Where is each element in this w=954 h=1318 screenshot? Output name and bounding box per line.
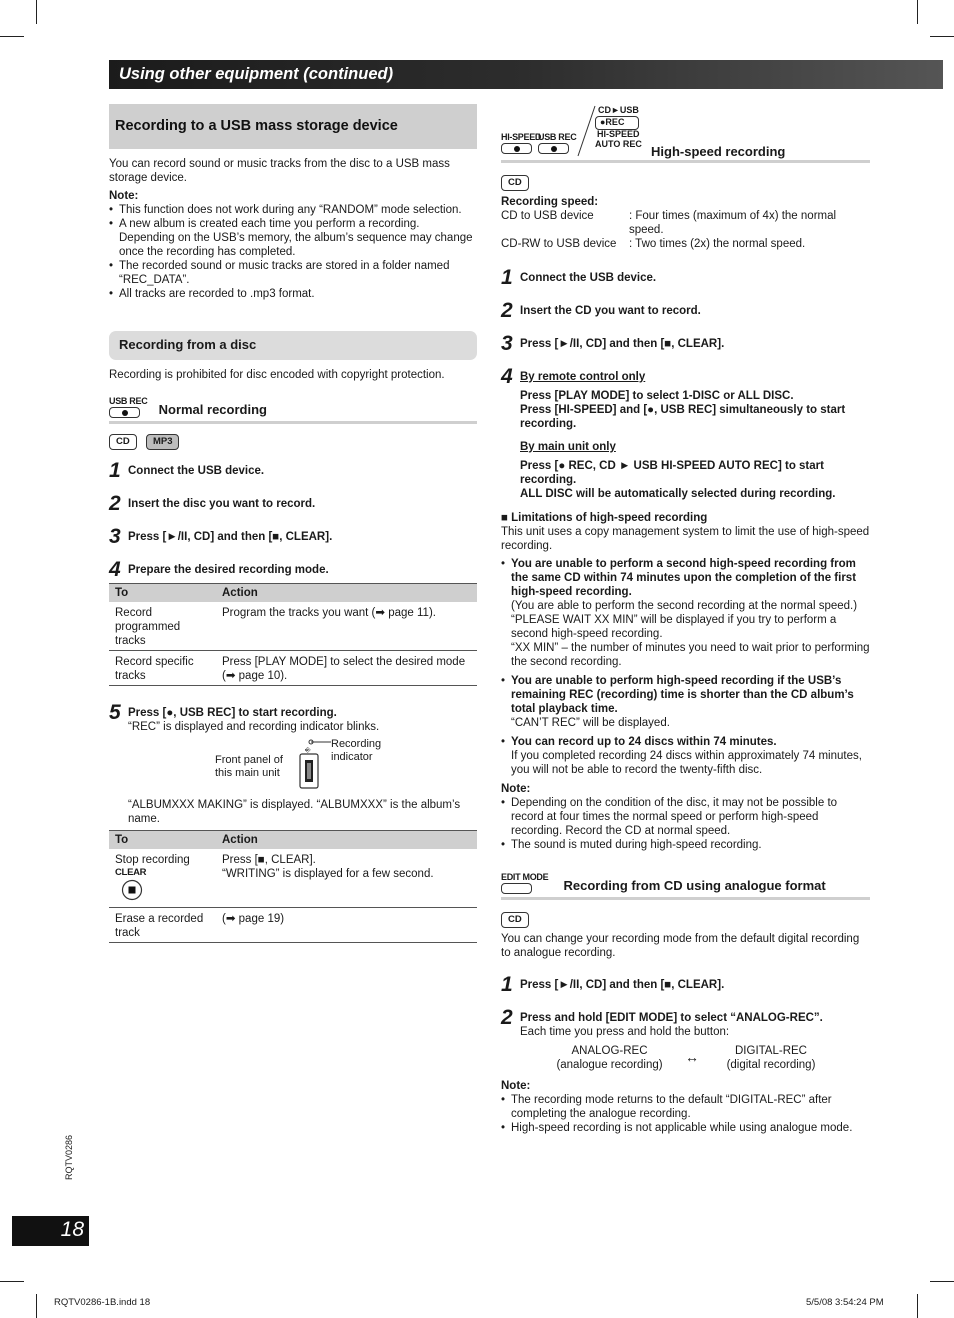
prohibited-text: Recording is prohibited for disc encoded with copyright protection. — [109, 369, 445, 382]
analog-intro: You can change your recording mode from the default digital recording to analogue recording. — [501, 932, 860, 959]
footer-file-name: RQTV0286-1B.indd 18 — [54, 1297, 151, 1308]
crop-mark — [36, 0, 37, 24]
table-row: Stop recording CLEAR Press [■, CLEAR]. “WRITING” is displayed for a few second. — [109, 849, 477, 907]
recording-mode-table — [109, 583, 477, 686]
step-item: 1 Press [►/II, CD] and then [■, CLEAR]. — [501, 972, 725, 996]
note-item: • The sound is muted during high-speed recording. — [501, 838, 870, 852]
analog-rec-mode: ANALOG-REC (analogue recording) — [556, 1044, 663, 1071]
note-item: • All tracks are recorded to .mp3 format. — [109, 287, 477, 301]
high-speed-title: High-speed recording — [651, 144, 786, 159]
step-item: 2 Press and hold [EDIT MODE] to select “ANALOG-REC”. Each time you press and hold the button: — [501, 1005, 823, 1038]
subsection-title: Recording from a disc — [119, 337, 257, 353]
albumxxx-text: “ALBUMXXX MAKING” is displayed. “ALBUMXXX” is the album’s name. — [128, 798, 461, 825]
list-item: • You are unable to perform high-speed recording if the USB’s remaining REC (recording) time is shorter than the CD album’s total playback time. “CAN’T REC” will be displayed. — [501, 674, 870, 730]
step-item: 1 Connect the USB device. — [501, 265, 657, 289]
cd-tag: CD — [501, 175, 529, 191]
remote-only-label: By remote control only — [520, 370, 646, 383]
section-title: Recording to a USB mass storage device — [115, 118, 398, 134]
cd-usb-rec-button-icon: CD►USB ●REC HI-SPEED AUTO REC — [595, 105, 642, 149]
crop-mark — [930, 36, 954, 37]
section-header — [109, 104, 477, 149]
stop-button-icon — [121, 879, 143, 901]
step-item: 3 Press [►/II, CD] and then [■, CLEAR]. — [109, 524, 333, 548]
table-row: Record specific tracks Press [PLAY MODE] to select the desired mode (➡ page 10). — [109, 650, 477, 685]
step-item: 3 Press [►/II, CD] and then [■, CLEAR]. — [501, 331, 725, 355]
table-header: Action — [216, 830, 477, 849]
note-item: • A new album is created each time you perform a recording. Depending on the USB’s memory, the album’s sequence may change once the recording has completed. — [109, 217, 477, 259]
divider-slash — [575, 104, 597, 158]
speed-label: Recording speed: — [501, 195, 599, 208]
normal-recording-header — [109, 396, 477, 424]
svg-text:⎆: ⎆ — [305, 745, 311, 754]
analog-recording-title: Recording from CD using analogue format — [563, 878, 826, 894]
subsection-header — [109, 331, 477, 360]
usb-port-icon — [297, 738, 333, 792]
edit-mode-button-icon: EDIT MODE — [501, 872, 548, 894]
crop-mark — [917, 1294, 918, 1318]
front-panel-label: Front panel of this main unit — [215, 753, 283, 780]
high-speed-header — [501, 104, 870, 163]
crop-mark — [917, 0, 918, 24]
intro-text: You can record sound or music tracks from the disc to a USB mass storage device. — [109, 158, 450, 185]
step-item: 1 Connect the USB device. — [109, 458, 265, 482]
note-item: • The recorded sound or music tracks are stored in a folder named “REC_DATA”. — [109, 259, 477, 287]
step-item: 2 Insert the CD you want to record. — [501, 298, 701, 322]
note-list — [501, 1093, 870, 1135]
normal-recording-title: Normal recording — [158, 402, 267, 418]
usb-rec-button-icon: USB REC — [538, 132, 576, 154]
left-column — [109, 104, 477, 943]
limitations-list — [501, 557, 870, 777]
step-item: 4 By remote control only Press [PLAY MODE] to select 1-DISC or ALL DISC. Press [HI-SPEED] and [●, USB REC] simultaneously to start recording. By main unit only Press [● REC, CD ► USB HI-SPEED AUTO REC] to start recording. ALL DISC will be automatically selected during recording. — [501, 370, 870, 501]
table-header: To — [109, 583, 216, 602]
note-item: • The recording mode returns to the default “DIGITAL-REC” after completing the analogue recording. — [501, 1093, 870, 1121]
limitations-intro: This unit uses a copy management system to limit the use of high-speed recording. — [501, 525, 870, 552]
footer-timestamp: 5/5/08 3:54:24 PM — [806, 1297, 884, 1308]
step-item: 4 Prepare the desired recording mode. — [109, 557, 329, 581]
limitations-title: ■ Limitations of high-speed recording — [501, 511, 708, 524]
note-label: Note: — [109, 190, 139, 203]
swap-arrow-icon: ↔ — [685, 1048, 699, 1065]
table-row: Erase a recorded track (➡ page 19) — [109, 907, 477, 942]
front-panel-figure — [109, 738, 477, 794]
right-column — [501, 104, 870, 1135]
note-item: • High-speed recording is not applicable while using analogue mode. — [501, 1121, 870, 1135]
main-unit-only-label: By main unit only — [520, 440, 616, 453]
note-item: • This function does not work during any “RANDOM” mode selection. — [109, 203, 477, 217]
page-header — [109, 60, 943, 89]
note-list — [501, 796, 870, 852]
clear-button-label: CLEAR — [115, 866, 147, 878]
table-row: Record programmed tracks Program the tracks you want (➡ page 11). — [109, 602, 477, 651]
mp3-tag: MP3 — [146, 434, 180, 450]
speed-row: CD-RW to USB device : Two times (2x) the normal speed. — [501, 237, 806, 250]
page-number: 18 — [60, 1218, 84, 1241]
speed-row: CD to USB device : Four times (maximum of 4x) the normal speed. — [501, 209, 837, 236]
document-code: RQTV0286 — [64, 1134, 74, 1180]
cd-tag: CD — [501, 912, 529, 928]
table-header: Action — [216, 583, 477, 602]
note-label: Note: — [501, 1079, 531, 1092]
cd-tag: CD — [109, 434, 137, 450]
crop-mark — [0, 36, 24, 37]
mode-cycle-diagram — [501, 1042, 870, 1074]
digital-rec-mode: DIGITAL-REC (digital recording) — [726, 1044, 816, 1071]
note-item: • Depending on the condition of the disc, it may not be possible to record at four times the normal speed or perform high-speed recording. Record the CD at normal speed. — [501, 796, 870, 838]
analog-recording-header — [501, 872, 870, 900]
usb-rec-button-icon: USB REC — [109, 396, 147, 418]
list-item: • You are unable to perform a second high-speed recording from the same CD within 74 minutes upon the completion of the first high-speed recording. (You are able to perform the second recording at the normal speed.) “PLEASE WAIT XX MIN” will be displayed if you try to perform a second high-speed recording. “XX MIN” – the number of minutes you need to wait prior to performing the second recording. — [501, 557, 870, 669]
note-list — [109, 203, 477, 301]
step-item: 2 Insert the disc you want to record. — [109, 491, 316, 515]
list-item: • You can record up to 24 discs within 74 minutes. If you completed recording 24 discs within approximately 74 minutes, you will not be able to record the twenty-fifth disc. — [501, 735, 870, 777]
hi-speed-button-icon: HI-SPEED — [501, 132, 541, 154]
note-label: Note: — [501, 783, 531, 796]
recording-indicator-label: Recording indicator — [331, 737, 382, 764]
stop-erase-table — [109, 830, 477, 943]
crop-mark — [930, 1281, 954, 1282]
page-number-box — [12, 1216, 89, 1246]
crop-mark — [0, 1281, 24, 1282]
step-item: 5 Press [●, USB REC] to start recording. “REC” is displayed and recording indicator blinks. — [109, 700, 380, 733]
table-header: To — [109, 830, 216, 849]
page-title: Using other equipment (continued) — [119, 65, 394, 83]
crop-mark — [36, 1294, 37, 1318]
